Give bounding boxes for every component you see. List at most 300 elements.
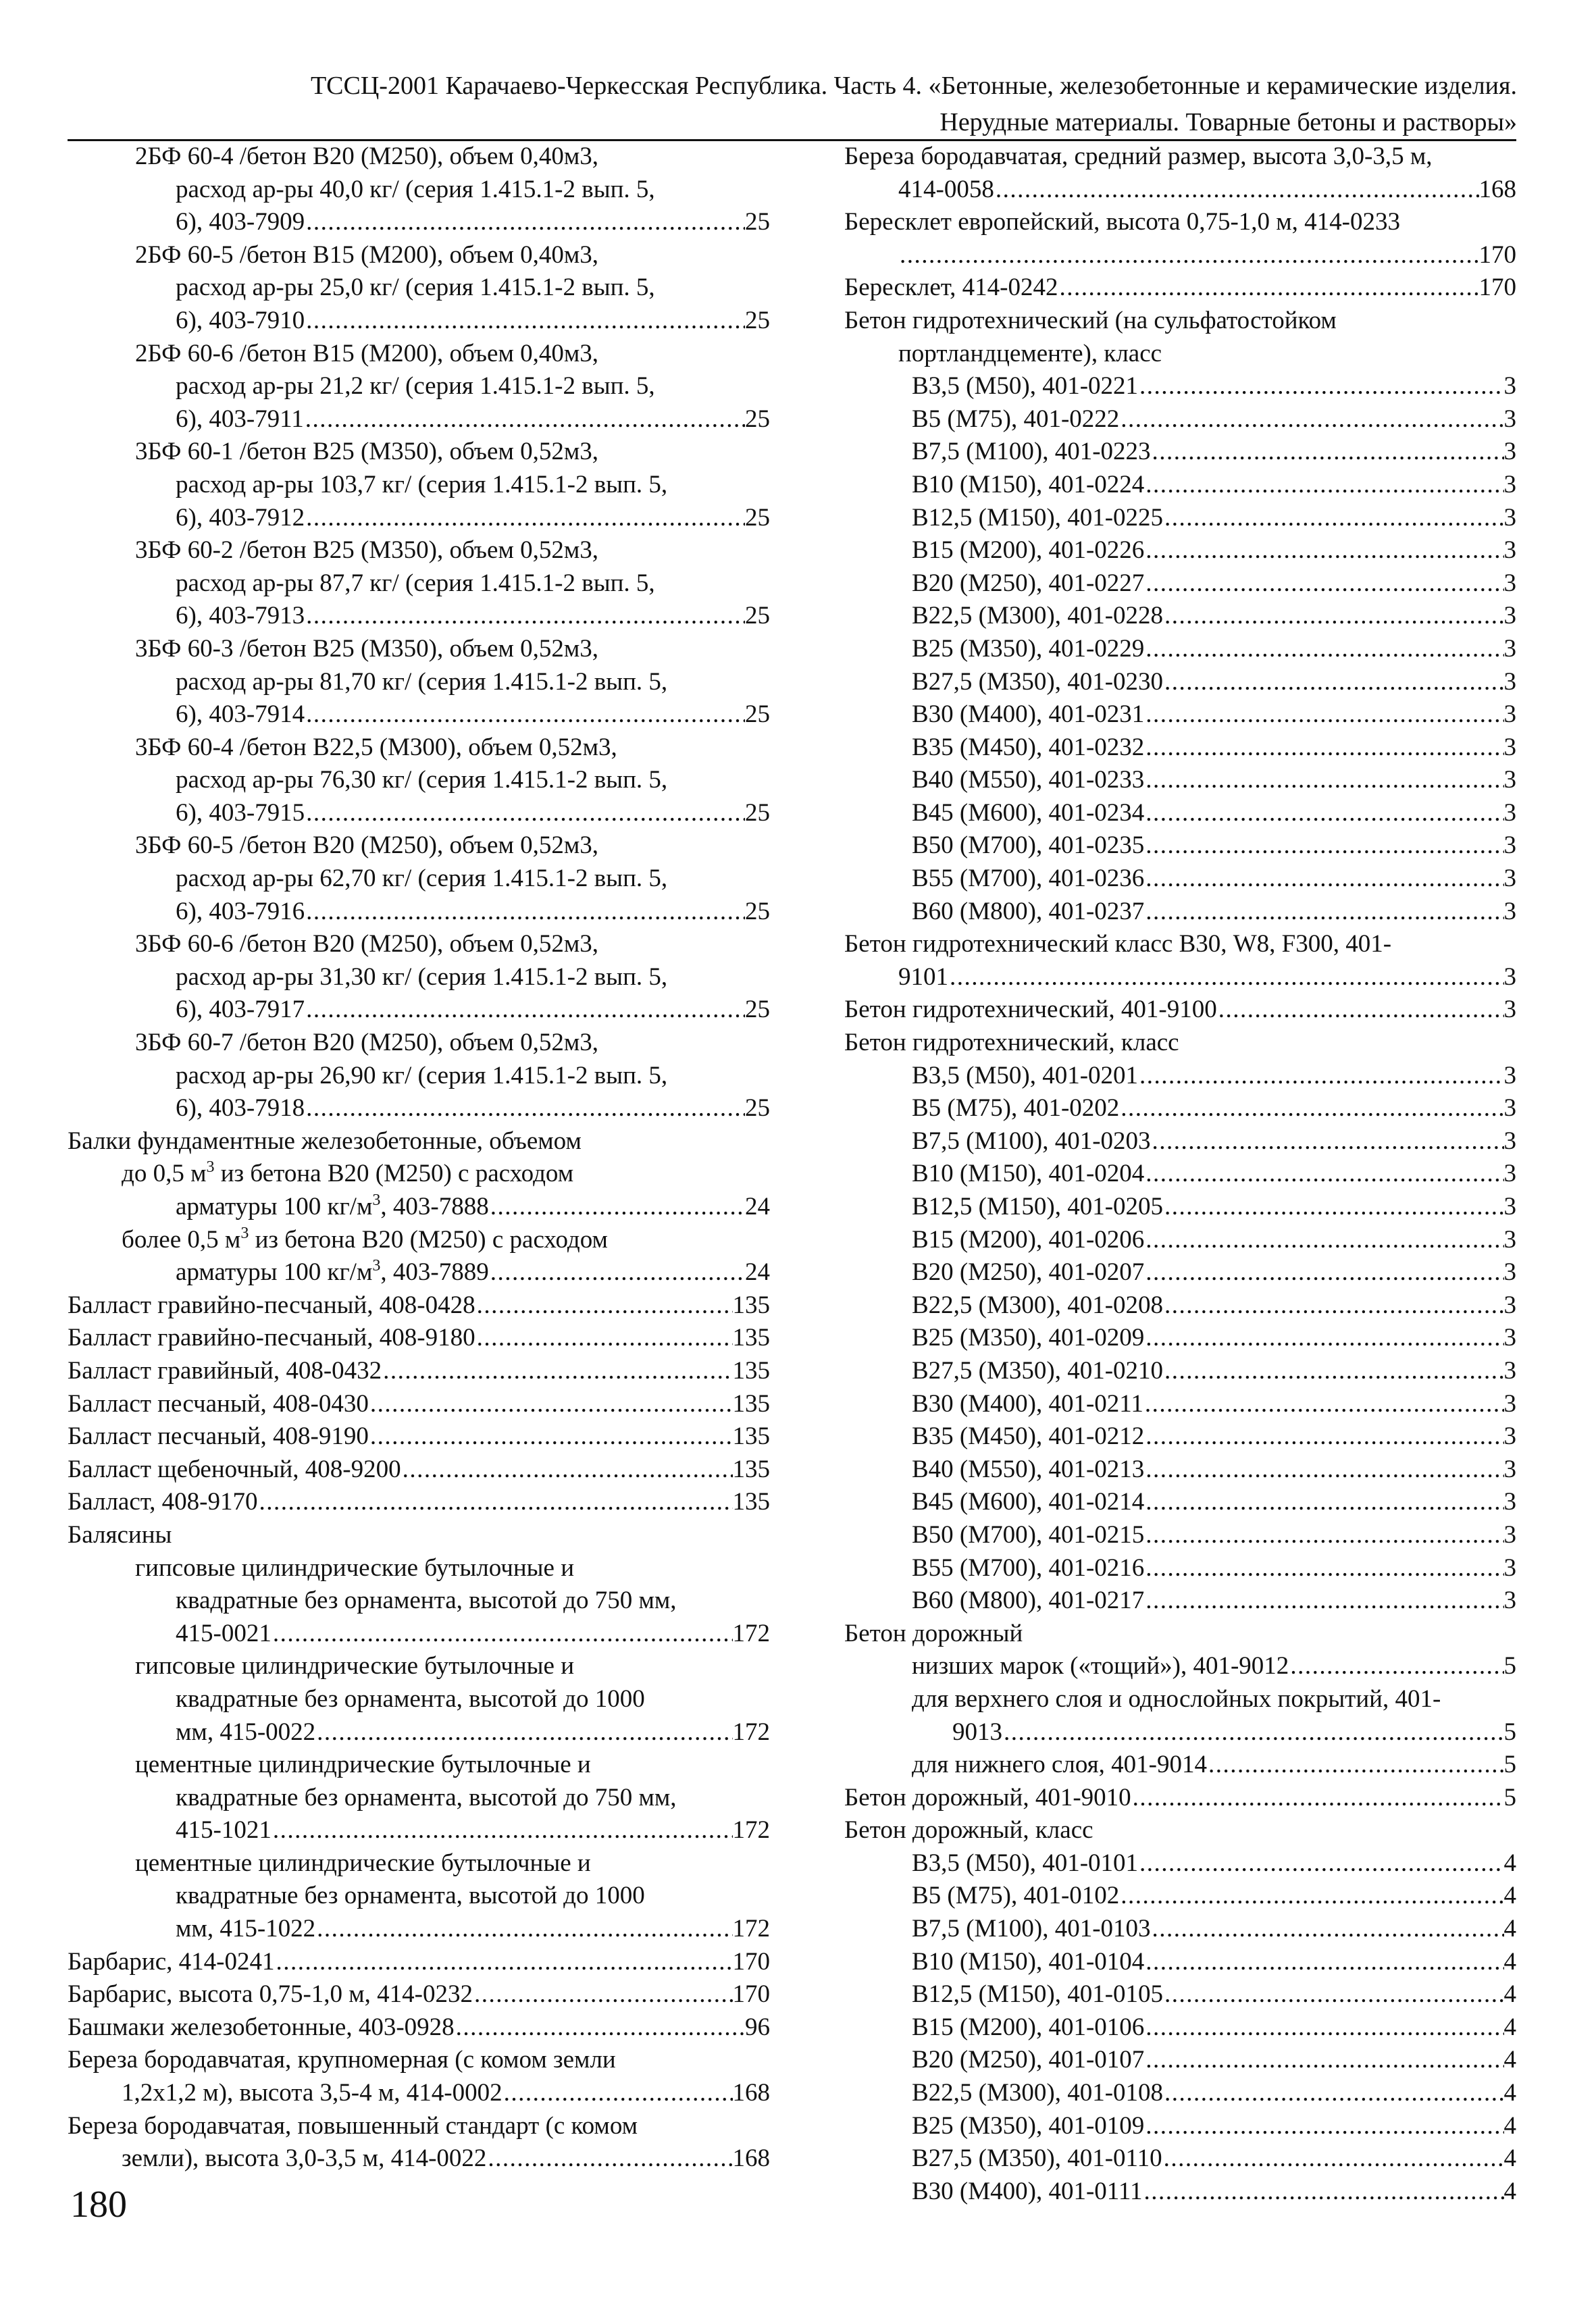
entry-text: гипсовые цилиндрические бутылочные и bbox=[135, 1652, 575, 1680]
entry-text: расход ар-ры 25,0 кг/ (серия 1.415.1-2 вып. 5, bbox=[176, 274, 655, 302]
index-line bbox=[844, 600, 1516, 633]
page-ref: 24 bbox=[745, 1258, 770, 1287]
index-entry-text bbox=[912, 1092, 1119, 1125]
page-ref: 3 bbox=[1503, 996, 1516, 1024]
index-line bbox=[68, 370, 770, 403]
page-ref: 96 bbox=[745, 2013, 770, 2041]
leader-dots bbox=[994, 174, 1479, 207]
index-line bbox=[68, 1978, 770, 2011]
index-line bbox=[844, 764, 1516, 797]
index-entry-text bbox=[912, 534, 1144, 567]
index-line bbox=[68, 2142, 770, 2176]
page-ref: 168 bbox=[732, 2079, 770, 2107]
index-entry-text bbox=[68, 1454, 401, 1487]
index-entry-text bbox=[898, 174, 994, 207]
entry-text: Башмаки железобетонные, 403-0928 bbox=[68, 2013, 455, 2041]
leader-dots bbox=[948, 961, 1504, 994]
index-line bbox=[68, 567, 770, 600]
index-entry-text bbox=[912, 2077, 1163, 2110]
page-ref: 170 bbox=[732, 1947, 770, 1976]
leader-dots bbox=[1144, 534, 1503, 567]
leader-dots bbox=[1163, 502, 1503, 535]
index-line bbox=[68, 403, 770, 436]
index-entry-text bbox=[912, 1158, 1144, 1191]
entry-text: мм, 415-0022 bbox=[176, 1718, 316, 1746]
index-entry-text bbox=[176, 502, 305, 535]
index-line bbox=[68, 1683, 770, 1716]
index-line bbox=[844, 403, 1516, 436]
index-entry-text bbox=[844, 140, 1433, 174]
entry-text: В22,5 (М300), 401-0228 bbox=[912, 602, 1164, 630]
index-line bbox=[68, 140, 770, 174]
leader-dots bbox=[1119, 403, 1503, 436]
index-entry-text bbox=[844, 994, 1217, 1027]
entry-text: В20 (М250), 401-0107 bbox=[912, 2046, 1145, 2074]
index-entry-text bbox=[68, 1355, 382, 1388]
entry-text: В50 (М700), 401-0215 bbox=[912, 1520, 1145, 1549]
page-ref: 4 bbox=[1503, 2079, 1516, 2107]
index-line bbox=[68, 1486, 770, 1519]
index-entry-text bbox=[952, 1716, 1002, 1749]
index-entry-text bbox=[912, 1946, 1144, 1979]
index-line bbox=[68, 928, 770, 961]
entry-text: 415-0021 bbox=[176, 1619, 272, 1647]
index-entry-text bbox=[912, 502, 1163, 535]
index-line bbox=[68, 764, 770, 797]
index-entry-text bbox=[176, 206, 305, 239]
leader-dots bbox=[473, 1978, 732, 2011]
page-ref: 3 bbox=[1503, 1553, 1516, 1582]
index-entry-text bbox=[135, 140, 598, 174]
index-line bbox=[68, 633, 770, 666]
page-ref: 3 bbox=[1503, 766, 1516, 794]
index-entry-text bbox=[68, 1388, 369, 1421]
leader-dots bbox=[1058, 272, 1479, 305]
leader-dots bbox=[1144, 698, 1503, 731]
index-entry-text bbox=[912, 600, 1163, 633]
leader-dots bbox=[1163, 1355, 1503, 1388]
index-entry-text bbox=[912, 1749, 1207, 1782]
index-entry-text bbox=[912, 633, 1144, 666]
index-entry-text bbox=[912, 2176, 1143, 2209]
leader-dots bbox=[1143, 1388, 1504, 1421]
index-entry-text bbox=[912, 1289, 1163, 1322]
index-entry-text bbox=[135, 436, 598, 469]
entry-text: Балласт гравийный, 408-0432 bbox=[68, 1356, 382, 1385]
index-entry-text bbox=[912, 698, 1144, 731]
index-entry-text bbox=[912, 1322, 1144, 1355]
index-entry-text bbox=[912, 764, 1144, 797]
entry-text: В27,5 (М350), 401-0110 bbox=[912, 2144, 1162, 2173]
leader-dots bbox=[1144, 469, 1503, 502]
page-ref: 25 bbox=[745, 503, 770, 532]
entry-text: В25 (М350), 401-0209 bbox=[912, 1324, 1145, 1352]
index-line bbox=[844, 1027, 1516, 1060]
superscript: 3 bbox=[206, 1158, 215, 1177]
index-entry-text bbox=[912, 469, 1144, 502]
leader-dots bbox=[305, 600, 745, 633]
index-entry-text bbox=[912, 1420, 1144, 1454]
index-line bbox=[68, 731, 770, 765]
index-entry-text bbox=[135, 1552, 574, 1585]
entry-text: мм, 415-1022 bbox=[176, 1915, 316, 1943]
entry-text: цементные цилиндрические бутылочные и bbox=[135, 1751, 591, 1779]
entry-text: 3БФ 60-7 /бетон В20 (М250), объем 0,52м3, bbox=[135, 1029, 599, 1057]
index-line bbox=[68, 239, 770, 272]
entry-text: В50 (М700), 401-0235 bbox=[912, 831, 1145, 860]
leader-dots bbox=[1144, 1224, 1503, 1257]
index-line bbox=[844, 1486, 1516, 1519]
entry-text: В7,5 (М100), 401-0223 bbox=[912, 438, 1151, 466]
leader-dots bbox=[305, 797, 745, 830]
index-entry-text bbox=[844, 272, 1058, 305]
entry-text: 3БФ 60-5 /бетон В20 (М250), объем 0,52м3, bbox=[135, 831, 599, 860]
index-line bbox=[844, 2011, 1516, 2045]
index-line bbox=[68, 338, 770, 371]
page-ref: 3 bbox=[1503, 831, 1516, 860]
page-ref: 3 bbox=[1503, 634, 1516, 663]
index-entry-text bbox=[912, 1585, 1144, 1618]
index-line bbox=[844, 1814, 1516, 1847]
page-ref: 3 bbox=[1503, 602, 1516, 630]
page-ref: 4 bbox=[1503, 2144, 1516, 2173]
entry-text: до 0,5 м bbox=[122, 1160, 207, 1188]
page-ref: 170 bbox=[1478, 240, 1516, 269]
page-ref: 3 bbox=[1503, 438, 1516, 466]
entry-text: В25 (М350), 401-0229 bbox=[912, 634, 1145, 663]
page-ref: 3 bbox=[1503, 1258, 1516, 1287]
entry-text: расход ар-ры 40,0 кг/ (серия 1.415.1-2 вып. 5, bbox=[176, 175, 655, 203]
index-entry-text bbox=[912, 1224, 1144, 1257]
index-line bbox=[68, 896, 770, 929]
index-entry-text bbox=[912, 567, 1144, 600]
index-entry-text bbox=[176, 994, 305, 1027]
page-ref: 4 bbox=[1503, 1849, 1516, 1877]
entry-text: В30 (М400), 401-0231 bbox=[912, 700, 1145, 729]
leader-dots bbox=[1289, 1650, 1503, 1683]
index-line bbox=[68, 1552, 770, 1585]
page-ref: 3 bbox=[1503, 1160, 1516, 1188]
index-entry-text bbox=[912, 1978, 1163, 2011]
index-line bbox=[68, 666, 770, 699]
index-entry-text bbox=[844, 928, 1391, 961]
index-entry-text bbox=[135, 1027, 598, 1060]
page-ref: 25 bbox=[745, 700, 770, 729]
index-column-left bbox=[68, 140, 770, 2176]
index-line bbox=[68, 1027, 770, 1060]
entry-text: квадратные без орнамента, высотой до 1000 bbox=[176, 1882, 645, 1910]
index-line bbox=[68, 2110, 770, 2143]
entry-text: арматуры 100 кг/м bbox=[176, 1258, 373, 1287]
index-line bbox=[844, 338, 1516, 371]
index-entry-text bbox=[176, 698, 305, 731]
index-line bbox=[844, 633, 1516, 666]
index-entry-text bbox=[68, 1125, 582, 1158]
index-line bbox=[844, 2044, 1516, 2077]
leader-dots bbox=[1144, 2044, 1503, 2077]
index-line bbox=[844, 1060, 1516, 1093]
entry-text: 1,2х1,2 м), высота 3,5-4 м, 414-0002 bbox=[122, 2079, 503, 2107]
entry-text: В55 (М700), 401-0216 bbox=[912, 1553, 1145, 1582]
index-column-right bbox=[844, 140, 1516, 2208]
index-entry-text bbox=[912, 2044, 1144, 2077]
index-line bbox=[844, 239, 1516, 272]
index-line bbox=[68, 1847, 770, 1880]
leader-dots bbox=[1144, 2011, 1503, 2045]
entry-text: Бетон гидротехнический класс В30, W8, F300, 401- bbox=[844, 930, 1392, 958]
entry-text: 3БФ 60-2 /бетон В25 (М350), объем 0,52м3, bbox=[135, 536, 599, 565]
index-line bbox=[68, 1191, 770, 1224]
entry-text: более 0,5 м bbox=[122, 1225, 241, 1254]
leader-dots bbox=[1162, 2142, 1504, 2176]
index-entry-text bbox=[912, 1847, 1138, 1880]
index-entry-text bbox=[135, 731, 617, 765]
page-ref: 168 bbox=[1478, 175, 1516, 203]
index-line bbox=[844, 1880, 1516, 1913]
page-ref: 170 bbox=[732, 1980, 770, 2009]
entry-text: 2БФ 60-6 /бетон В15 (М200), объем 0,40м3, bbox=[135, 339, 599, 367]
entry-text: В5 (М75), 401-0102 bbox=[912, 1882, 1120, 1910]
leader-dots bbox=[1144, 731, 1503, 765]
index-entry-text bbox=[176, 600, 305, 633]
entry-text: 6), 403-7914 bbox=[176, 700, 305, 729]
entry-text: Береза бородавчатая, крупномерная (с комом земли bbox=[68, 2046, 616, 2074]
entry-text: В22,5 (М300), 401-0108 bbox=[912, 2079, 1164, 2107]
page-ref: 3 bbox=[1503, 1127, 1516, 1155]
leader-dots bbox=[1163, 1289, 1503, 1322]
page-ref: 135 bbox=[732, 1324, 770, 1352]
index-entry-text bbox=[135, 829, 598, 863]
leader-dots bbox=[1144, 1946, 1503, 1979]
index-line bbox=[68, 1158, 770, 1191]
index-entry-text bbox=[176, 764, 667, 797]
entry-text: Бетон дорожный, класс bbox=[844, 1816, 1093, 1845]
index-entry-text bbox=[912, 370, 1138, 403]
entry-text: 3БФ 60-6 /бетон В20 (М250), объем 0,52м3, bbox=[135, 930, 599, 958]
index-entry-text bbox=[176, 1683, 645, 1716]
page-ref: 25 bbox=[745, 1094, 770, 1123]
index-line bbox=[844, 1191, 1516, 1224]
entry-text: В25 (М350), 401-0109 bbox=[912, 2111, 1145, 2140]
entry-text: расход ар-ры 26,90 кг/ (серия 1.415.1-2 вып. 5, bbox=[176, 1061, 668, 1089]
page-ref: 4 bbox=[1503, 2177, 1516, 2205]
page-ref: 172 bbox=[732, 1816, 770, 1845]
entry-text: В55 (М700), 401-0236 bbox=[912, 865, 1145, 893]
leader-dots bbox=[1144, 1158, 1503, 1191]
index-line bbox=[844, 140, 1516, 174]
page-ref: 3 bbox=[1503, 569, 1516, 597]
entry-text: арматуры 100 кг/м bbox=[176, 1193, 373, 1220]
page-ref: 3 bbox=[1503, 733, 1516, 761]
index-line bbox=[68, 534, 770, 567]
index-line bbox=[844, 928, 1516, 961]
index-line bbox=[68, 1913, 770, 1946]
page-ref: 3 bbox=[1503, 897, 1516, 925]
leader-dots bbox=[1131, 1782, 1504, 1815]
leader-dots bbox=[1144, 633, 1503, 666]
index-line bbox=[68, 1420, 770, 1454]
index-entry-text bbox=[176, 1191, 489, 1224]
index-line bbox=[844, 436, 1516, 469]
entry-text: В27,5 (М350), 401-0230 bbox=[912, 667, 1164, 696]
index-entry-text bbox=[135, 1847, 591, 1880]
entry-text: В5 (М75), 401-0222 bbox=[912, 405, 1120, 433]
leader-dots bbox=[272, 1618, 733, 1651]
entry-text: Береза бородавчатая, повышенный стандарт (с комом bbox=[68, 2111, 638, 2140]
page-ref: 4 bbox=[1503, 2111, 1516, 2140]
entry-text: Бетон дорожный, 401-9010 bbox=[844, 1783, 1131, 1811]
leader-dots bbox=[1144, 1519, 1503, 1552]
index-line bbox=[68, 305, 770, 338]
index-entry-text bbox=[135, 633, 598, 666]
index-line bbox=[844, 1847, 1516, 1880]
index-line bbox=[844, 731, 1516, 765]
leader-dots bbox=[1138, 1847, 1503, 1880]
index-line bbox=[68, 2044, 770, 2077]
entry-text: Балки фундаментные железобетонные, объемом bbox=[68, 1127, 582, 1155]
entry-text: Барбарис, высота 0,75-1,0 м, 414-0232 bbox=[68, 1980, 473, 2009]
entry-text: Бетон гидротехнический, класс bbox=[844, 1029, 1179, 1057]
entry-text: 3БФ 60-4 /бетон В22,5 (М300), объем 0,52м3, bbox=[135, 733, 617, 761]
page-ref: 3 bbox=[1503, 962, 1516, 991]
entry-text: 6), 403-7911 bbox=[176, 405, 304, 433]
entry-text-cont: , 403-7889 bbox=[380, 1258, 489, 1287]
leader-dots bbox=[1151, 1125, 1504, 1158]
index-entry-text bbox=[176, 469, 667, 502]
index-line bbox=[844, 272, 1516, 305]
index-line bbox=[844, 1256, 1516, 1289]
index-entry-text bbox=[912, 1552, 1144, 1585]
index-line bbox=[68, 1519, 770, 1552]
page-ref: 25 bbox=[745, 405, 770, 433]
index-entry-text bbox=[912, 1880, 1119, 1913]
index-line bbox=[844, 1289, 1516, 1322]
index-entry-text bbox=[135, 239, 598, 272]
index-line bbox=[844, 666, 1516, 699]
entry-text: портландцементе), класс bbox=[898, 339, 1162, 367]
entry-text: расход ар-ры 81,70 кг/ (серия 1.415.1-2 вып. 5, bbox=[176, 667, 668, 696]
leader-dots bbox=[1144, 1585, 1503, 1618]
index-line bbox=[844, 1224, 1516, 1257]
entry-text: В12,5 (М150), 401-0225 bbox=[912, 503, 1164, 532]
index-line bbox=[844, 502, 1516, 535]
index-line bbox=[844, 370, 1516, 403]
index-entry-text bbox=[844, 1618, 1023, 1651]
index-entry-text bbox=[68, 2110, 638, 2143]
entry-text: цементные цилиндрические бутылочные и bbox=[135, 1849, 591, 1877]
page-ref: 3 bbox=[1503, 503, 1516, 532]
entry-text: квадратные без орнамента, высотой до 750 мм, bbox=[176, 1783, 677, 1811]
index-line bbox=[68, 1224, 770, 1257]
leader-dots bbox=[272, 1814, 733, 1847]
entry-text: 6), 403-7918 bbox=[176, 1094, 305, 1123]
index-entry-text bbox=[844, 1782, 1131, 1815]
entry-text: 6), 403-7913 bbox=[176, 602, 305, 630]
entry-text: В45 (М600), 401-0214 bbox=[912, 1488, 1145, 1516]
index-entry-text bbox=[898, 961, 948, 994]
entry-text: В20 (М250), 401-0227 bbox=[912, 569, 1145, 597]
index-entry-text bbox=[912, 1125, 1151, 1158]
entry-text: 6), 403-7916 bbox=[176, 897, 305, 925]
entry-text: В7,5 (М100), 401-0103 bbox=[912, 1915, 1151, 1943]
entry-text: В20 (М250), 401-0207 bbox=[912, 1258, 1145, 1287]
index-line bbox=[844, 698, 1516, 731]
page-ref: 3 bbox=[1503, 1225, 1516, 1254]
header-line-1: ТССЦ-2001 Карачаево-Черкесская Республика. Часть 4. «Бетонные, железобетонные и керамические изделия. bbox=[310, 72, 1517, 100]
page-ref: 135 bbox=[732, 1488, 770, 1516]
entry-text: расход ар-ры 87,7 кг/ (серия 1.415.1-2 вып. 5, bbox=[176, 569, 655, 597]
index-entry-text bbox=[912, 1355, 1163, 1388]
index-entry-text bbox=[912, 1191, 1163, 1224]
index-line bbox=[844, 1782, 1516, 1815]
page-ref: 135 bbox=[732, 1291, 770, 1319]
page-ref: 25 bbox=[745, 602, 770, 630]
leader-dots bbox=[1151, 436, 1504, 469]
entry-text: для верхнего слоя и однослойных покрытий, 401- bbox=[912, 1685, 1441, 1713]
index-line bbox=[844, 797, 1516, 830]
index-entry-text bbox=[68, 1978, 473, 2011]
index-entry-text bbox=[912, 436, 1151, 469]
index-line bbox=[68, 1454, 770, 1487]
index-entry-text bbox=[176, 863, 667, 896]
index-line bbox=[844, 2077, 1516, 2110]
entry-text: В3,5 (М50), 401-0221 bbox=[912, 372, 1139, 401]
entry-text: В12,5 (М150), 401-0205 bbox=[912, 1193, 1164, 1220]
entry-text: квадратные без орнамента, высотой до 1000 bbox=[176, 1685, 645, 1713]
entry-text: расход ар-ры 62,70 кг/ (серия 1.415.1-2 вып. 5, bbox=[176, 865, 668, 893]
leader-dots bbox=[305, 994, 745, 1027]
entry-text: 3БФ 60-3 /бетон В25 (М350), объем 0,52м3, bbox=[135, 634, 599, 663]
entry-text: В60 (М800), 401-0237 bbox=[912, 897, 1145, 925]
leader-dots bbox=[305, 1092, 745, 1125]
index-line bbox=[844, 1158, 1516, 1191]
entry-text: 2БФ 60-5 /бетон В15 (М200), объем 0,40м3, bbox=[135, 240, 599, 269]
index-entry-text bbox=[176, 1880, 645, 1913]
index-entry-text bbox=[844, 305, 1337, 338]
index-entry-text bbox=[135, 534, 598, 567]
index-entry-text bbox=[912, 1519, 1144, 1552]
index-line bbox=[844, 1420, 1516, 1454]
entry-text: В27,5 (М350), 401-0210 bbox=[912, 1356, 1164, 1385]
index-line bbox=[68, 1355, 770, 1388]
index-entry-text bbox=[912, 731, 1144, 765]
leader-dots bbox=[1144, 567, 1503, 600]
page-ref: 3 bbox=[1503, 1488, 1516, 1516]
index-entry-text bbox=[176, 403, 304, 436]
page-ref: 3 bbox=[1503, 1094, 1516, 1123]
leader-dots bbox=[305, 896, 745, 929]
entry-text: В15 (М200), 401-0106 bbox=[912, 2013, 1145, 2041]
page-ref: 3 bbox=[1503, 1389, 1516, 1418]
page-ref: 4 bbox=[1503, 1947, 1516, 1976]
leader-dots bbox=[305, 305, 745, 338]
page-ref: 25 bbox=[745, 306, 770, 334]
entry-text: В12,5 (М150), 401-0105 bbox=[912, 1980, 1164, 2009]
index-line bbox=[844, 2142, 1516, 2176]
page-ref: 135 bbox=[732, 1455, 770, 1483]
index-line bbox=[68, 1289, 770, 1322]
leader-dots bbox=[369, 1420, 733, 1454]
index-line bbox=[844, 2176, 1516, 2209]
entry-text: В10 (М150), 401-0224 bbox=[912, 470, 1145, 498]
index-line bbox=[844, 829, 1516, 863]
entry-text: Балласт щебеночный, 408-9200 bbox=[68, 1455, 401, 1483]
page-ref: 3 bbox=[1503, 1193, 1516, 1220]
page-ref: 3 bbox=[1503, 865, 1516, 893]
entry-text: В45 (М600), 401-0234 bbox=[912, 798, 1145, 827]
entry-text: Балясины bbox=[68, 1520, 172, 1549]
index-entry-text bbox=[912, 666, 1163, 699]
